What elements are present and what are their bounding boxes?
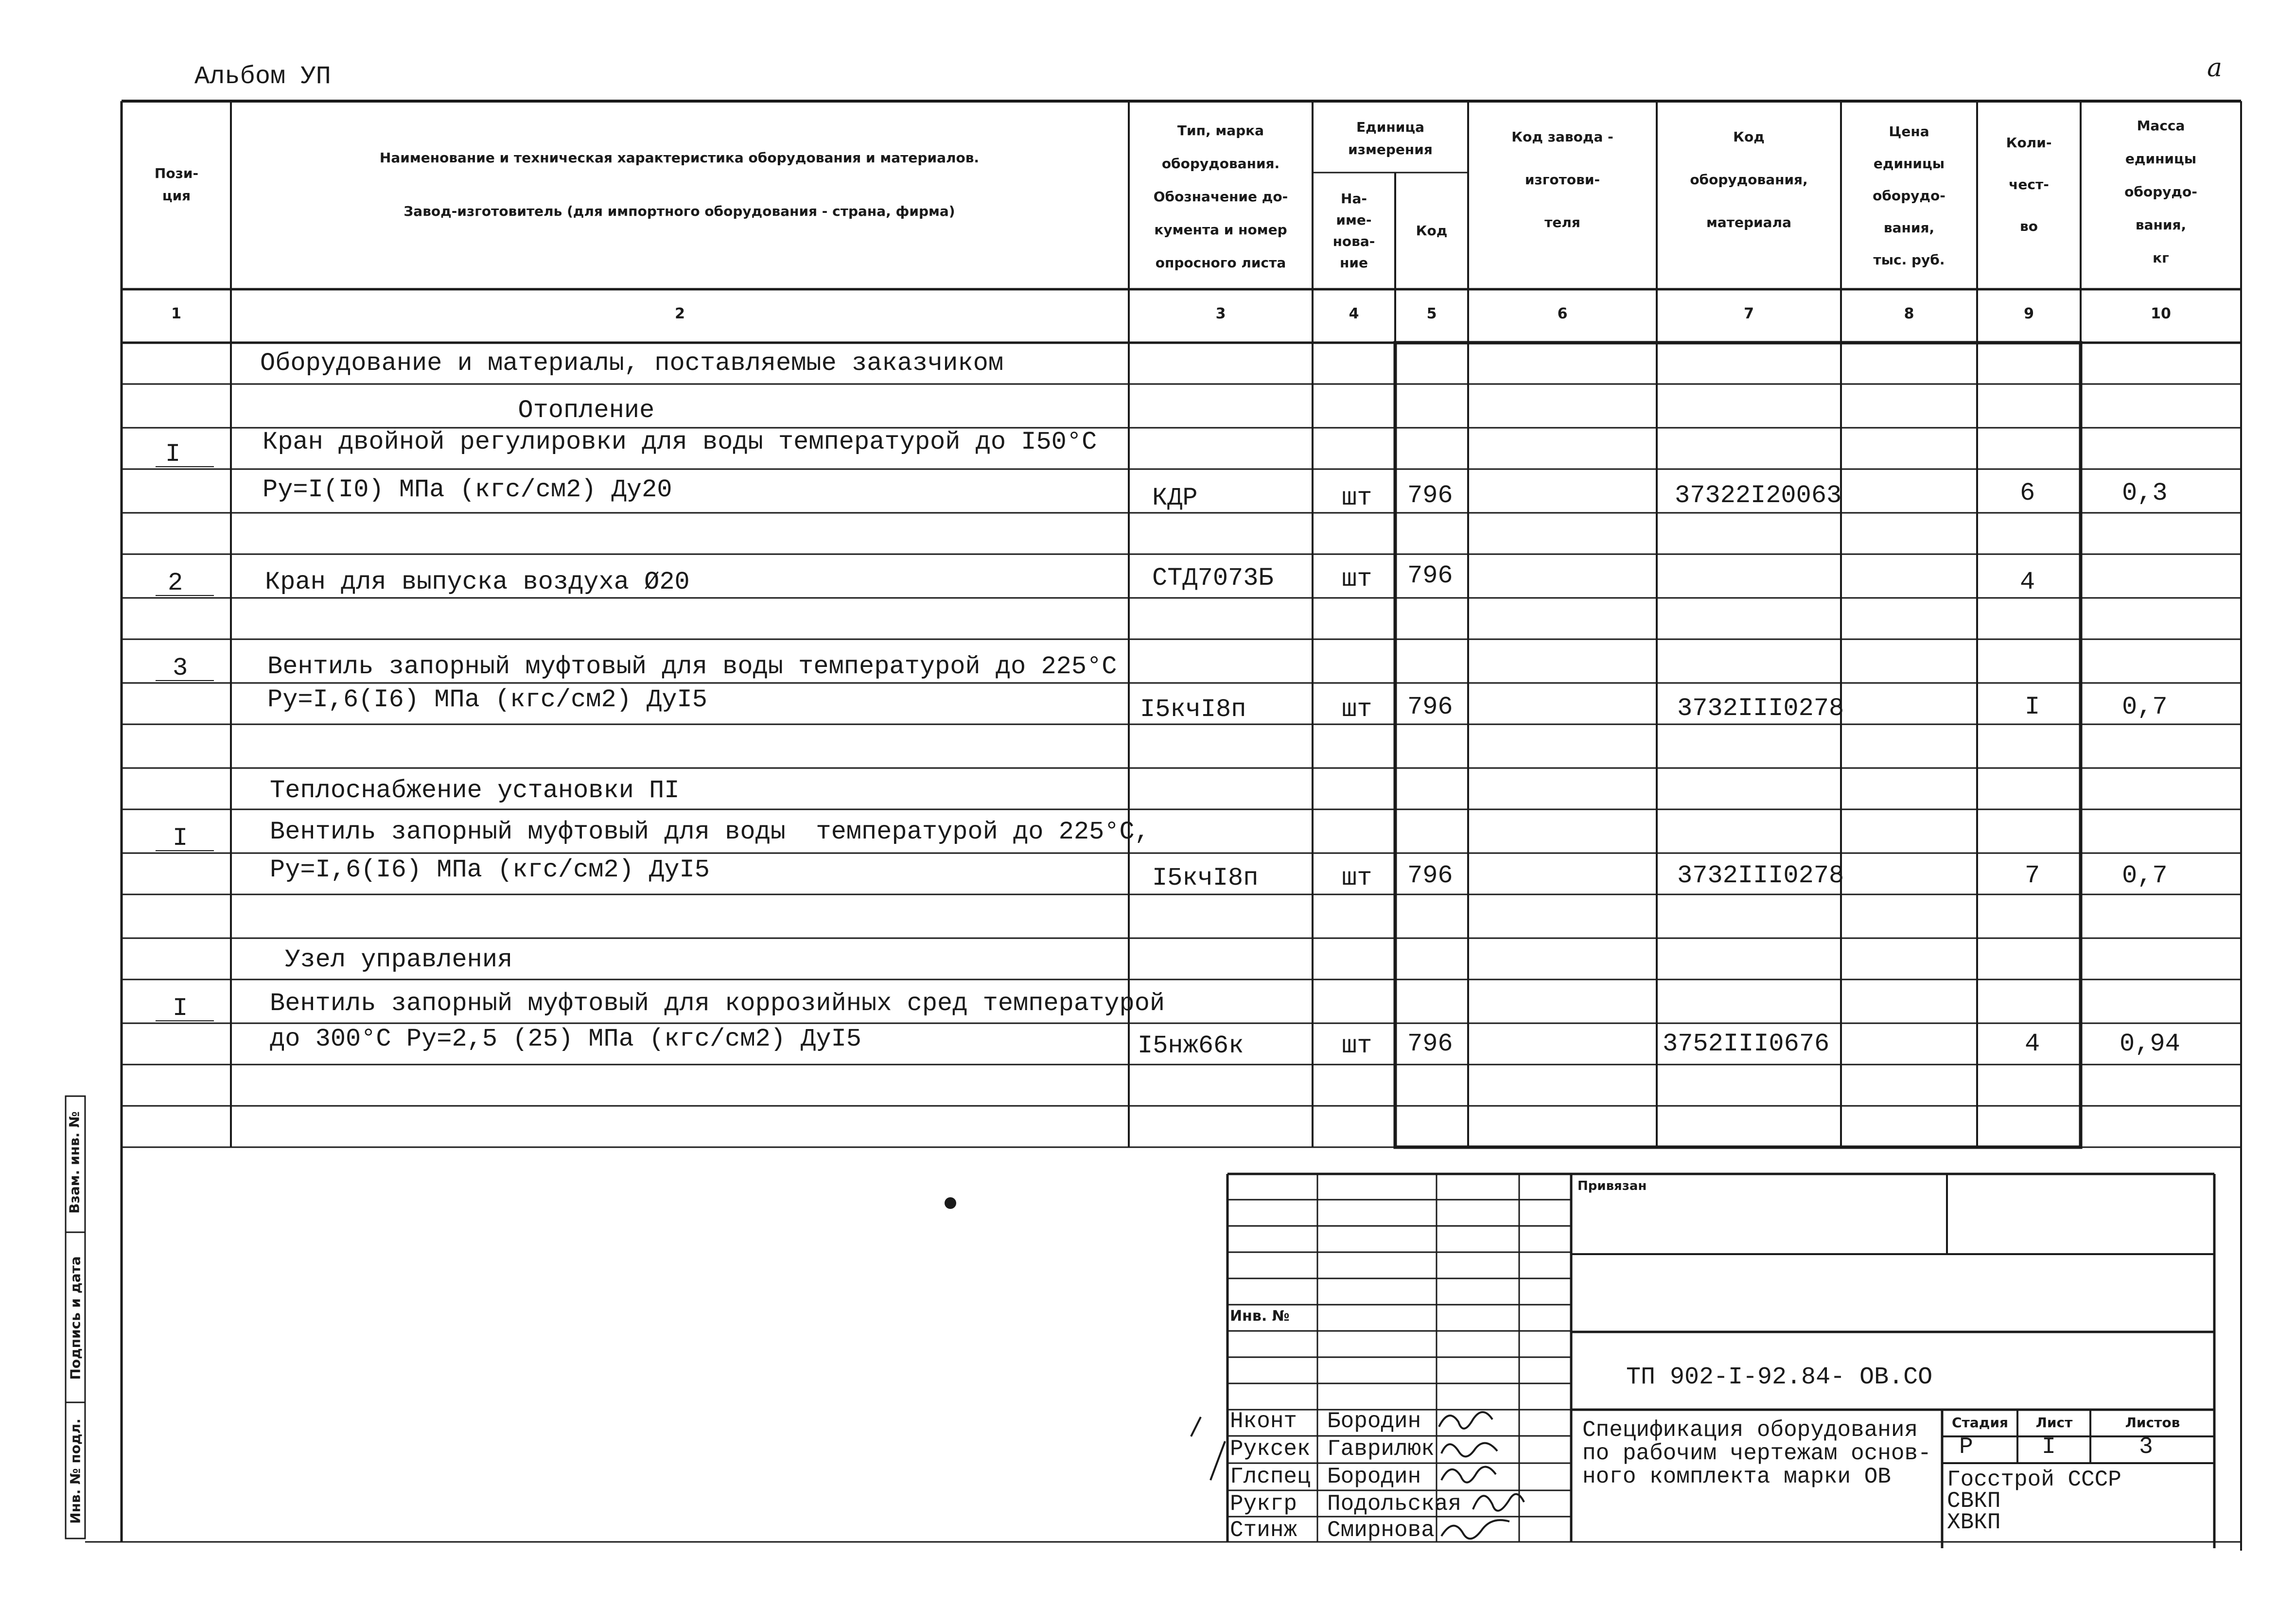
table-row-code: 796	[1407, 481, 1453, 510]
table-row-name: Теплоснабжение установки ПI	[270, 776, 680, 805]
signature-role: Нконт	[1230, 1409, 1297, 1434]
table-row-mass: 0,7	[2122, 693, 2168, 721]
table-row-type: КДР	[1152, 484, 1198, 512]
col-num-7: 7	[1744, 305, 1754, 322]
table-row-name: Ру=I(I0) МПа (кгс/см2) Ду20	[263, 475, 672, 504]
table-row-unit: шт	[1342, 565, 1372, 594]
table-row-name: Вентиль запорный муфтовый для воды температурой до 225°C	[267, 652, 1117, 681]
col-header-mass-text: Масса единицы оборудо- вания, кг	[2124, 118, 2197, 266]
col-header-quantity	[1979, 112, 2079, 258]
table-row-equip-code: 3732III0278	[1677, 694, 1844, 723]
table-row-code: 796	[1407, 561, 1453, 590]
table-row-qty: 4	[2020, 568, 2035, 596]
side-stamp-original-inv: Инв. № подл.	[67, 1418, 84, 1524]
col-header-name-text: Наименование и техническая характеристика оборудования и материалов. Завод-изготовитель (для импортного оборудования - страна, фирма)	[379, 150, 980, 219]
col-header-type	[1130, 109, 1311, 284]
table-row-pos: I	[173, 994, 188, 1023]
col-num-8: 8	[1904, 305, 1914, 322]
col-header-price-text: Цена единицы оборудо- вания, тыс. руб.	[1873, 123, 1945, 268]
col-header-unit-name	[1314, 175, 1394, 287]
sheets-value: 3	[2139, 1434, 2153, 1460]
stage-value: Р	[1959, 1434, 1973, 1460]
table-row-code: 796	[1407, 693, 1453, 721]
signature-role: Глспец	[1230, 1464, 1311, 1489]
col-header-name	[233, 146, 1125, 224]
table-row-name: Ру=I,6(I6) МПа (кгс/см2) ДуI5	[267, 685, 707, 714]
table-row-name: Кран двойной регулировки для воды температурой до I50°C	[263, 428, 1097, 456]
col-num-4: 4	[1349, 305, 1359, 322]
side-stamp-signature-date: Подпись и дата	[67, 1256, 84, 1380]
organization: Госстрой СССР СВКП ХВКП	[1947, 1467, 2121, 1535]
table-row-name: Отопление	[260, 396, 655, 425]
table-row-mass: 0,7	[2122, 861, 2168, 890]
table-row-equip-code: 37322I20063	[1675, 481, 1842, 510]
document-title: Спецификация оборудования по рабочим чертежам основ- ного комплекта марки ОВ	[1582, 1417, 1931, 1489]
col-num-2: 2	[675, 305, 685, 322]
table-row-unit: шт	[1342, 864, 1372, 892]
col-num-10: 10	[2151, 305, 2171, 322]
table-row-mass: 0,3	[2122, 479, 2168, 507]
table-row-type: I5нж66к	[1138, 1031, 1244, 1060]
col-header-unit-code-text: Код	[1416, 223, 1448, 239]
col-num-5: 5	[1426, 305, 1437, 322]
table-row-pos: 3	[173, 654, 188, 682]
table-row-qty: I	[2025, 693, 2040, 721]
col-header-quantity-text: Коли- чест- во	[2006, 135, 2052, 234]
table-row-type: СТД7073Б	[1152, 564, 1274, 593]
col-header-unit-group-text: Единица измерения	[1348, 119, 1433, 157]
signature-name: Гаврилюк	[1327, 1436, 1435, 1462]
table-row-name: Узел управления	[270, 945, 513, 974]
table-row-unit: шт	[1342, 484, 1372, 512]
signature-role: Рукгр	[1230, 1491, 1297, 1517]
table-row-code: 796	[1407, 1030, 1453, 1058]
document-code: ТП 902-I-92.84- ОВ.СО	[1626, 1363, 1933, 1391]
sheets-label: Листов	[2125, 1415, 2180, 1431]
table-row-name: Оборудование и материалы, поставляемые заказчиком	[260, 349, 1004, 378]
col-header-type-text: Тип, марка оборудования. Обозначение до- кумента и номер опросного листа	[1153, 122, 1288, 271]
table-row-equip-code: 3732III0278	[1677, 861, 1844, 890]
sheet-label: Лист	[2035, 1415, 2073, 1431]
table-row-unit: шт	[1342, 695, 1372, 724]
table-row-name: Вентиль запорный муфтовый для коррозийных сред температурой	[270, 989, 1165, 1018]
signature-name: Бородин	[1327, 1464, 1421, 1489]
table-row-name: Вентиль запорный муфтовый для воды температурой до 225°C,	[270, 818, 1150, 846]
col-num-9: 9	[2024, 305, 2034, 322]
album-label: Альбом УП	[194, 62, 331, 91]
table-row-qty: 4	[2025, 1030, 2040, 1058]
col-num-6: 6	[1557, 305, 1568, 322]
col-header-unit-code	[1397, 175, 1467, 287]
signature-name: Подольская	[1327, 1491, 1462, 1517]
table-row-qty: 6	[2020, 479, 2035, 507]
col-header-position	[125, 136, 228, 233]
signature-name: Бородин	[1327, 1409, 1421, 1434]
col-header-position-text: Пози- ция	[154, 165, 199, 204]
signature-role: Руксек	[1230, 1436, 1311, 1462]
signature-name: Смирнова	[1327, 1518, 1435, 1543]
table-row-name: Ру=I,6(I6) МПа (кгс/см2) ДуI5	[270, 856, 710, 884]
col-num-3: 3	[1215, 305, 1226, 322]
corner-mark: а	[2207, 53, 2223, 83]
col-header-mass	[2082, 107, 2240, 277]
col-num-1: 1	[171, 305, 181, 322]
stage-label: Стадия	[1952, 1415, 2008, 1431]
table-row-pos: I	[173, 824, 188, 853]
col-header-equip-code	[1658, 112, 1840, 248]
side-stamp-replaced-inv: Взам. инв. №	[66, 1111, 83, 1214]
table-row-name: до 300°C Ру=2,5 (25) МПа (кгс/см2) ДуI5	[270, 1025, 861, 1053]
col-header-price	[1842, 112, 1976, 280]
table-row-equip-code: 3752III0676	[1663, 1030, 1830, 1058]
table-row-pos: I	[165, 440, 181, 469]
table-row-unit: шт	[1342, 1031, 1372, 1060]
table-row-name: Кран для выпуска воздуха Ø20	[265, 568, 690, 596]
table-row-qty: 7	[2025, 861, 2040, 890]
table-row-type: I5кчI8п	[1140, 695, 1246, 724]
table-row-code: 796	[1407, 861, 1453, 890]
sheet-value: I	[2042, 1434, 2056, 1460]
table-row-type: I5кчI8п	[1152, 864, 1259, 892]
col-header-factory-code	[1470, 112, 1655, 248]
col-header-unit-name-text: На- име- нова- ние	[1332, 191, 1375, 271]
table-row-mass: 0,94	[2120, 1030, 2180, 1058]
col-header-equip-code-text: Код оборудования, материала	[1690, 129, 1808, 230]
col-header-factory-code-text: Код завода - изготови- теля	[1511, 129, 1613, 230]
inv-no-label: Инв. №	[1230, 1308, 1290, 1325]
signature-role: Стинж	[1230, 1518, 1297, 1543]
col-header-unit-group	[1314, 107, 1467, 170]
table-row-pos: 2	[168, 569, 183, 597]
privyazan-label: Привязан	[1577, 1179, 1647, 1193]
